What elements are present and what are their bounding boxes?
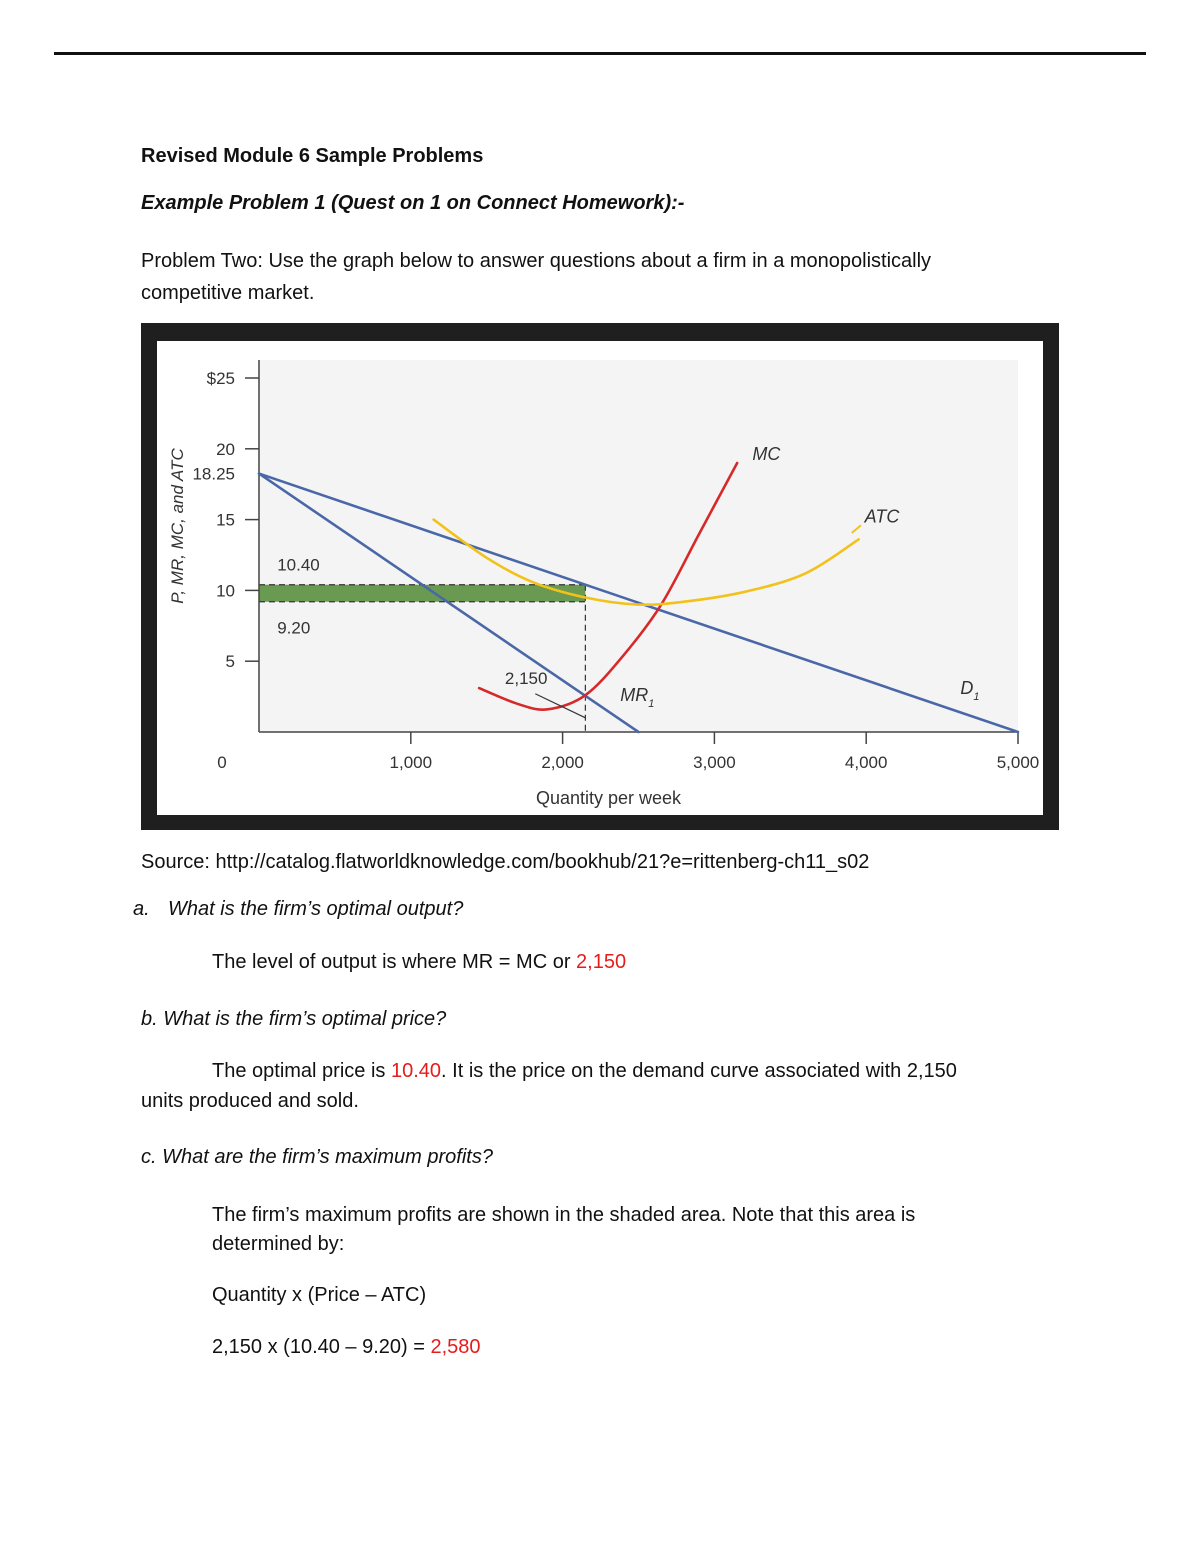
x-tick-label: 1,000 xyxy=(389,753,433,772)
y-tick-label: 20 xyxy=(216,439,235,459)
series-label-mc xyxy=(752,444,781,464)
y-tick-label: $25 xyxy=(206,369,235,388)
question-c: c. What are the firm’s maximum profits? xyxy=(141,1146,493,1168)
profit-calculation xyxy=(212,1333,481,1362)
example-heading: Example Problem 1 (Quest on 1 on Connect Homework):- xyxy=(141,192,685,214)
y-axis-label: P, MR, MC, and ATC xyxy=(168,448,187,604)
x-tick-label: 0 xyxy=(217,753,227,772)
profit-formula: Quantity x (Price – ATC) xyxy=(212,1284,427,1306)
answer-b-line2: units produced and sold. xyxy=(141,1090,359,1112)
source-citation: Source: http://catalog.flatworldknowledge.com/bookhub/21?e=rittenberg-ch11_s02 xyxy=(141,851,870,873)
profit-calc-text: 2,150 x (10.40 – 9.20) = xyxy=(212,1336,431,1358)
series-label-text: MC xyxy=(752,444,781,465)
series-label-atc xyxy=(864,506,901,526)
atc-annotation: 9.20 xyxy=(277,618,311,638)
problem-intro-line2: competitive market. xyxy=(141,282,315,304)
x-axis-label: Quantity per week xyxy=(535,788,682,808)
answer-b-line1 xyxy=(212,1057,957,1086)
price-annotation: 10.40 xyxy=(277,555,320,575)
answer-c-line2: determined by: xyxy=(212,1233,345,1255)
plot-area xyxy=(259,360,1018,732)
x-tick-label: 2,000 xyxy=(541,753,584,772)
y-tick-label: 5 xyxy=(225,652,235,672)
x-tick-label: 4,000 xyxy=(844,753,888,772)
profit-area xyxy=(259,585,585,602)
question-a: What is the firm’s optimal output? xyxy=(168,898,464,920)
y-tick-label: 10 xyxy=(216,581,235,601)
profit-calc-value: 2,580 xyxy=(430,1336,481,1358)
document-title: Revised Module 6 Sample Problems xyxy=(141,145,484,167)
quantity-annotation: 2,150 xyxy=(504,668,548,688)
answer-a-value: 2,150 xyxy=(576,951,627,973)
problem-intro-line1: Problem Two: Use the graph below to answer questions about a firm in a monopolistically xyxy=(141,250,932,272)
question-b: b. What is the firm’s optimal price? xyxy=(141,1008,447,1030)
series-label-subscript: 1 xyxy=(973,690,980,703)
y-tick-label: 15 xyxy=(216,510,235,530)
chart-svg xyxy=(141,323,1059,830)
chart-figure xyxy=(141,323,1059,830)
answer-b-pre: The optimal price is xyxy=(212,1060,391,1082)
x-tick-label: 3,000 xyxy=(693,753,736,772)
top-rule xyxy=(54,52,1146,55)
answer-a xyxy=(212,948,626,977)
answer-c-line1: The firm’s maximum profits are shown in the shaded area. Note that this area is xyxy=(212,1204,916,1226)
series-label-subscript: 1 xyxy=(648,697,655,710)
y-extra-label: 18.25 xyxy=(192,464,235,484)
question-a-marker: a. xyxy=(133,898,150,920)
answer-b-post: . It is the price on the demand curve associated with 2,150 xyxy=(441,1060,957,1082)
series-label-text: MR xyxy=(620,684,649,705)
series-label-text: ATC xyxy=(864,506,900,527)
x-tick-label: 5,000 xyxy=(996,753,1040,772)
answer-a-text: The level of output is where MR = MC or xyxy=(212,951,577,973)
series-label-text: D xyxy=(960,677,974,698)
answer-b-value: 10.40 xyxy=(390,1060,442,1082)
